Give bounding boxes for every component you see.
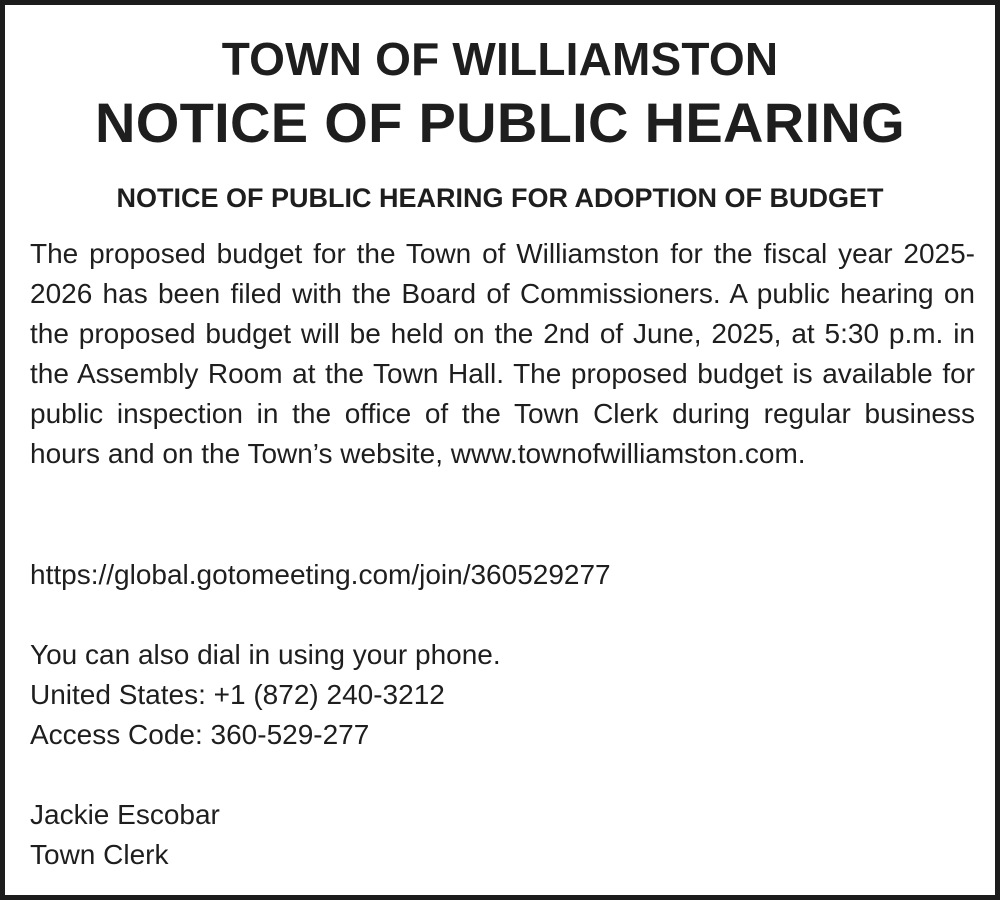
access-code: Access Code: 360-529-277: [30, 719, 370, 750]
hearing-details-paragraph: The proposed budget for the Town of Williamston for the fiscal year 2025-2026 has been filed with the Board of Commissioners. A public hearing on the proposed budget will be held on the 2nd of June, 2025, at 5:30 p.m. in the Assembly Room at the Town Hall. The proposed budget is available for public inspection in the office of the Town Clerk during regular business hours and on the Town’s website, www.townofwilliamston.com.: [30, 238, 975, 469]
dial-in-text: You can also dial in using your phone.: [30, 639, 501, 670]
meeting-link: https://global.gotomeeting.com/join/360529277: [30, 559, 611, 590]
phone-number: United States: +1 (872) 240-3212: [30, 679, 445, 710]
town-title: TOWN OF WILLIAMSTON: [221, 33, 779, 85]
clerk-name: Jackie Escobar: [30, 799, 220, 830]
clerk-title: Town Clerk: [30, 839, 169, 870]
notice-subheading: NOTICE OF PUBLIC HEARING FOR ADOPTION OF BUDGET: [116, 183, 884, 213]
notice-title: NOTICE OF PUBLIC HEARING: [95, 91, 905, 154]
